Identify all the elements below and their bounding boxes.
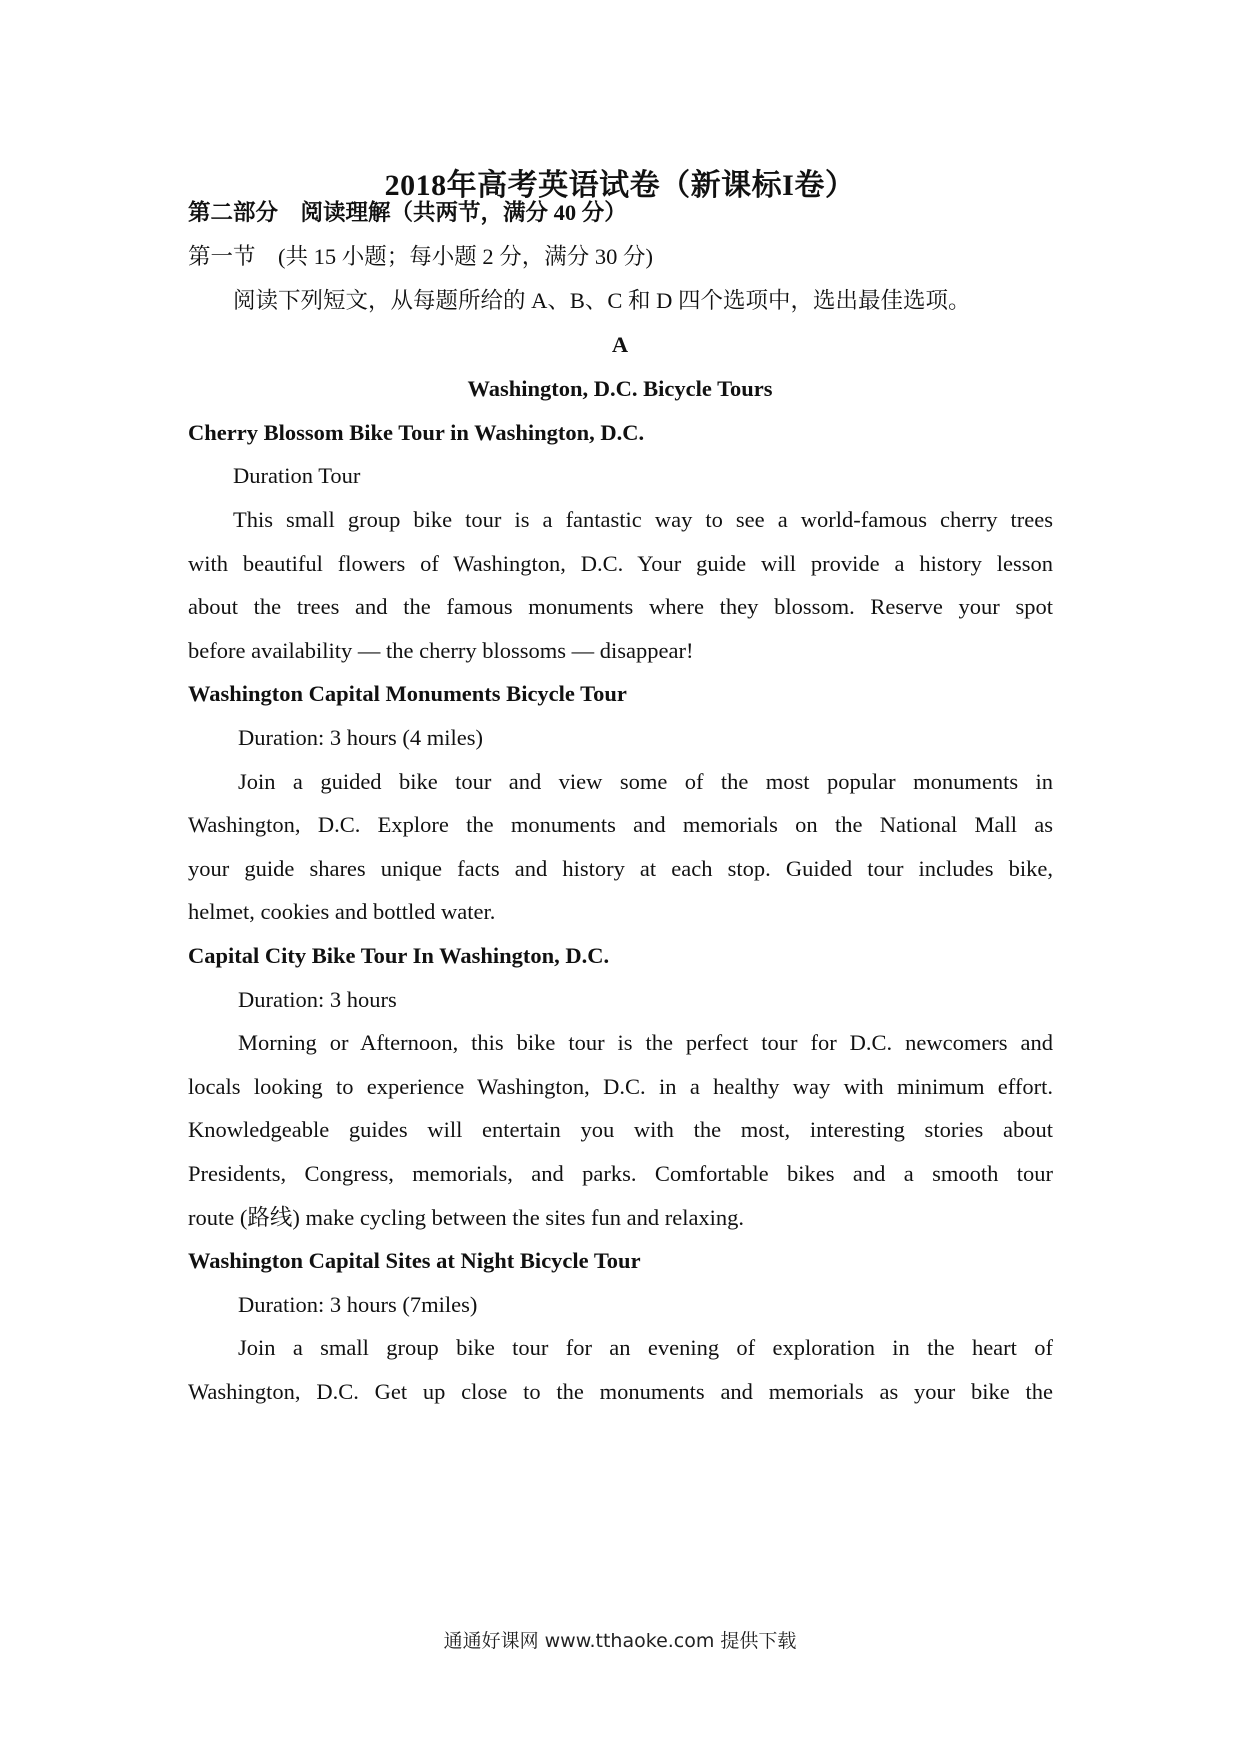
tour-text-line: This small group bike tour is a fantastic way to see a world-famous cherry trees — [233, 507, 1053, 532]
instruction-text: 阅读下列短文，从每题所给的 A、B、C 和 D 四个选项中，选出最佳选项。 — [233, 288, 971, 313]
tour-duration: Duration: 3 hours (4 miles) — [238, 725, 483, 750]
tour-text-line: Join a guided bike tour and view some of the most popular monuments in — [238, 769, 1053, 794]
tour-heading: Washington Capital Monuments Bicycle Tour — [188, 681, 627, 706]
tour-duration: Duration: 3 hours (7miles) — [238, 1292, 478, 1317]
tour-text-line: locals looking to experience Washington, D.C. in a healthy way with minimum effort. — [188, 1074, 1053, 1099]
tour-heading: Cherry Blossom Bike Tour in Washington, D.C. — [188, 420, 645, 445]
tour-text-line: route (路线) make cycling between the sites fun and relaxing. — [188, 1205, 745, 1230]
tour-text-line: about the trees and the famous monuments where they blossom. Reserve your spot — [188, 594, 1053, 619]
page-footer: 通通好课网 www.tthaoke.com 提供下载 — [443, 1630, 797, 1652]
tour-text-line: Knowledgeable guides will entertain you with the most, interesting stories about — [188, 1117, 1053, 1142]
tour-text-line: Morning or Afternoon, this bike tour is the perfect tour for D.C. newcomers and — [238, 1030, 1053, 1055]
tour-text-line: helmet, cookies and bottled water. — [188, 899, 496, 924]
tour-text-line: Join a small group bike tour for an evening of exploration in the heart of — [238, 1335, 1053, 1360]
tour-text-line: Presidents, Congress, memorials, and parks. Comfortable bikes and a smooth tour — [188, 1161, 1053, 1186]
tour-text-line: before availability — the cherry blossoms — disappear! — [188, 638, 694, 663]
passage-letter: A — [611, 332, 629, 357]
tour-heading: Washington Capital Sites at Night Bicycle Tour — [188, 1248, 641, 1273]
passage-title: Washington, D.C. Bicycle Tours — [467, 376, 773, 401]
tour-text-line: with beautiful flowers of Washington, D.C. Your guide will provide a history lesson — [188, 551, 1053, 576]
tour-text-line: Washington, D.C. Explore the monuments and memorials on the National Mall as — [188, 812, 1053, 837]
tour-heading: Capital City Bike Tour In Washington, D.C. — [188, 943, 610, 968]
tour-text-line: your guide shares unique facts and history at each stop. Guided tour includes bike, — [188, 856, 1053, 881]
tour-duration: Duration Tour — [233, 463, 361, 488]
tour-duration: Duration: 3 hours — [238, 987, 397, 1012]
part-heading: 第二部分 阅读理解（共两节，满分 40 分） — [188, 200, 627, 225]
section-heading: 第一节 (共 15 小题；每小题 2 分，满分 30 分) — [188, 244, 653, 269]
tour-text-line: Washington, D.C. Get up close to the monuments and memorials as your bike the — [188, 1379, 1053, 1404]
document-title: 2018年高考英语试卷（新课标I卷） — [384, 169, 856, 202]
